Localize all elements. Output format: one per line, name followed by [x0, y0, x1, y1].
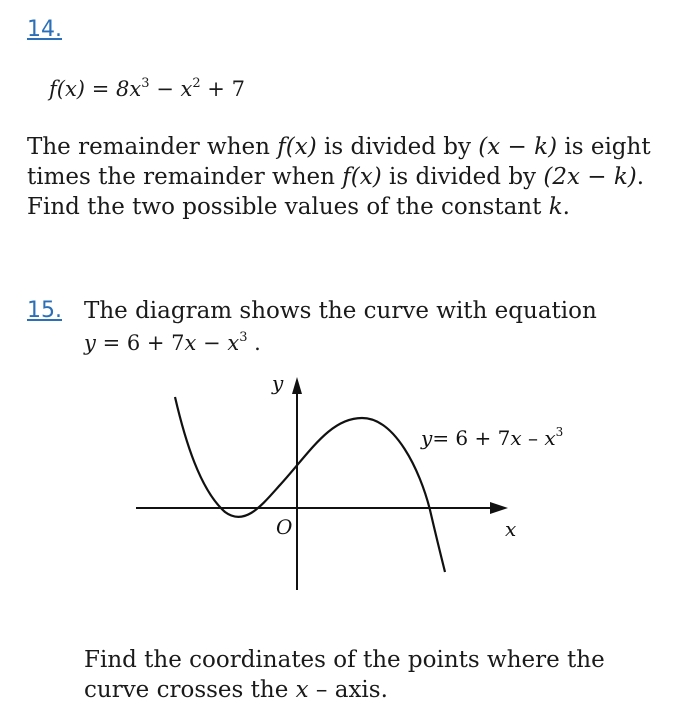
q14-l2-fx: f(x) [342, 164, 382, 190]
q14-eq-term-b: x [180, 77, 193, 101]
q14-eq-power-2: 2 [192, 76, 201, 91]
question-15-number[interactable]: 15. [27, 298, 62, 323]
q14-l2-t3: . [636, 164, 645, 190]
cubic-curve [175, 397, 445, 572]
curve-label-eq: = 6 + 7 [432, 426, 511, 450]
q14-l3-t1: Find the two possible values of the constant [27, 194, 549, 220]
q15-eq-x3: x [227, 331, 240, 355]
q15-eq-body: = 6 + 7 [102, 331, 185, 355]
q15-find-line-1: Find the coordinates of the points where the [84, 647, 605, 673]
question-14-number[interactable]: 14. [27, 17, 62, 42]
q14-eq-term-a: 8x [116, 77, 142, 101]
curve-label-y: y [421, 426, 433, 450]
q14-l1-fx: f(x) [277, 134, 317, 160]
q15-eq-x: x [184, 331, 197, 355]
q15-find-line-2 [84, 675, 388, 705]
q14-l1-div: (x − k) [478, 134, 558, 160]
q15-eq-dot: . [254, 331, 261, 355]
q14-l2-div: (2x − k) [543, 164, 637, 190]
q14-eq-lhs: f(x) [49, 77, 86, 101]
q14-l1-t1: The remainder when [27, 134, 278, 160]
curve-label-x3: x [544, 426, 556, 450]
curve-label-x: x [510, 426, 522, 450]
q14-eq-minus: − [156, 77, 174, 101]
q14-eq-sign: = [91, 77, 110, 101]
y-axis-arrow-icon [292, 377, 302, 394]
q15-eq-y: y [84, 331, 96, 355]
origin-label: O [276, 515, 293, 539]
q14-l3-t2: . [562, 194, 570, 220]
q15-f2-t2: – axis. [308, 677, 388, 703]
x-axis-arrow-icon [490, 502, 508, 514]
q14-l1-t3: is eight [557, 134, 651, 160]
q15-f2-x: x [295, 677, 309, 703]
q15-text-line-1: The diagram shows the curve with equation [84, 298, 597, 324]
q15-f2-t1: curve crosses the [84, 677, 296, 703]
q14-l1-t2: is divided by [316, 134, 479, 160]
q14-eq-power-3: 3 [141, 76, 150, 91]
q15-eq-power-3: 3 [239, 330, 248, 345]
q14-l2-t2: is divided by [381, 164, 544, 190]
y-axis-label: y [272, 371, 284, 395]
curve-label-minus: – [521, 426, 545, 450]
curve-label-power: 3 [555, 425, 564, 439]
q15-eq-minus: − [203, 331, 221, 355]
q14-l3-k: k [548, 194, 563, 220]
curve-equation-label [420, 425, 563, 450]
q14-l2-t1: times the remainder when [27, 164, 343, 190]
x-axis-label: x [505, 517, 517, 541]
q14-eq-rest: + 7 [207, 77, 245, 101]
